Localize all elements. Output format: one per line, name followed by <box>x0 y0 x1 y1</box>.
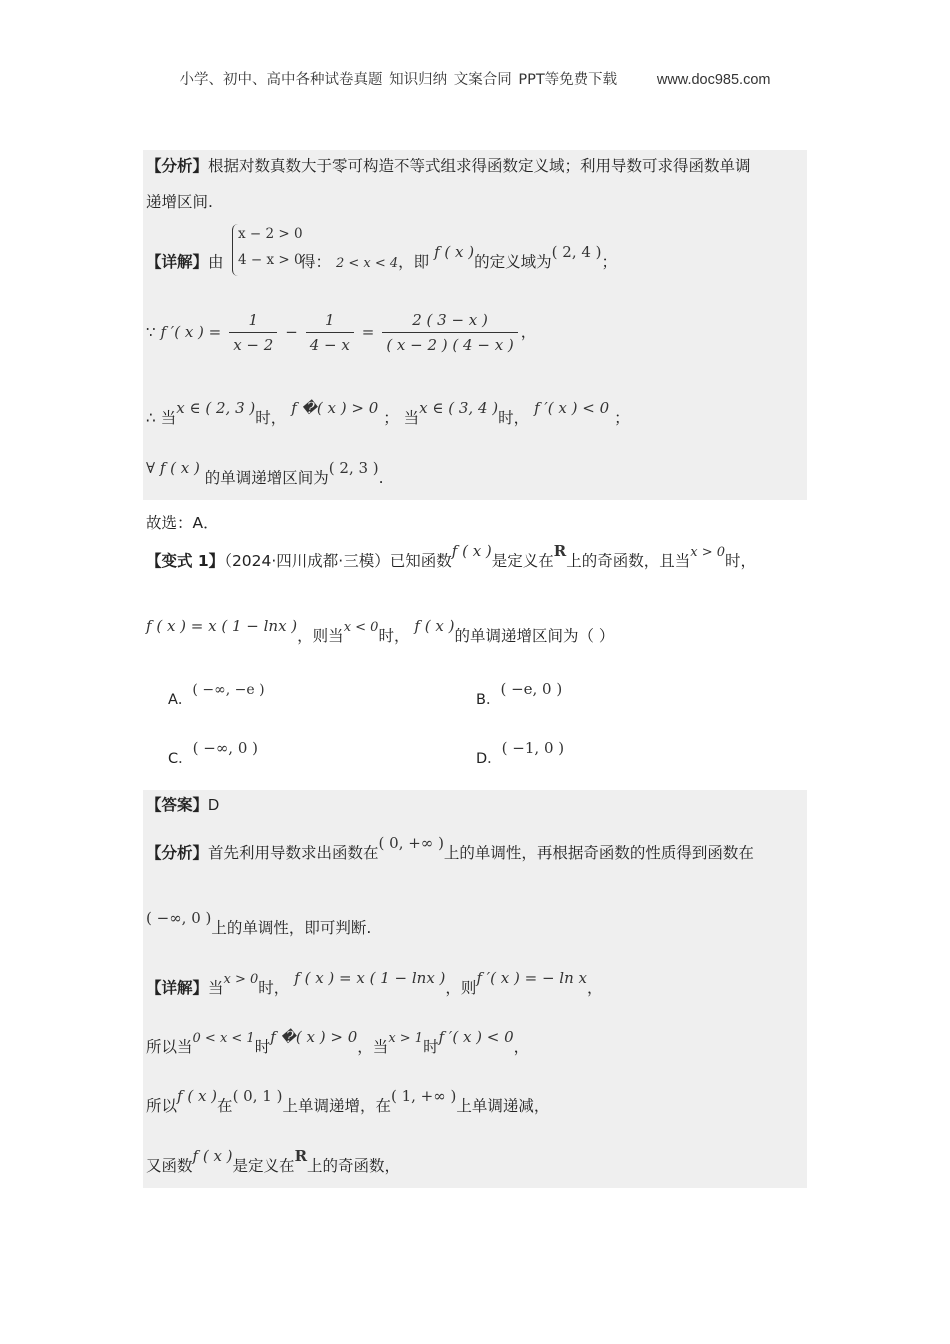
fraction-1 <box>229 310 277 355</box>
math-interval: ( 2, 3 ) <box>328 459 379 477</box>
math-R: R <box>553 542 567 560</box>
option-a[interactable] <box>168 682 265 709</box>
variant-text: 时， <box>378 627 410 645</box>
detail2-line-1 <box>146 969 603 1000</box>
detail-text: 所以当 <box>146 1038 193 1056</box>
answer-line-2 <box>146 795 219 816</box>
math-interval: x ∈ ( 3, 4 ) <box>419 399 499 417</box>
variant-text: ，则当 <box>297 627 344 645</box>
math-fx: f ( x ) <box>434 243 475 261</box>
frac-num: 1 <box>306 310 354 333</box>
answer-tag: 【答案】 <box>146 796 209 814</box>
analysis-line-1 <box>146 156 751 176</box>
detail-text: 当 <box>208 979 224 997</box>
detail-text: 的定义域为 <box>474 253 552 271</box>
detail2-line-2 <box>146 1028 530 1059</box>
math-condition: x > 0 <box>223 972 259 987</box>
punct: ， <box>513 1038 530 1056</box>
detail-tag: 【详解】 <box>146 253 209 271</box>
math-interval: ( 2, 4 ) <box>551 243 602 261</box>
detail-text: 的单调递增区间为 <box>204 469 329 487</box>
math-interval: x ∈ ( 2, 3 ) <box>176 399 256 417</box>
math-condition: x > 1 <box>388 1031 424 1046</box>
math-inequality: 2 < x < 4 <box>335 256 399 271</box>
option-label: B． <box>476 692 501 708</box>
frac-num: 2 ( 3 − x ) <box>382 310 517 333</box>
system-line-2: 4 − x > 0 <box>238 252 303 268</box>
analysis2-line-2 <box>146 909 372 938</box>
math-minus: − <box>285 323 298 341</box>
analysis2-line-1 <box>146 834 754 863</box>
option-value: ( −∞, 0 ) <box>192 739 259 757</box>
detail-text: 得： <box>300 253 332 271</box>
variant-text: 是定义在 <box>491 552 554 570</box>
detail-text: ，即 <box>398 253 430 271</box>
frac-den: x − 2 <box>233 336 274 354</box>
punct: ， <box>587 979 603 997</box>
variant-line-2 <box>146 617 615 648</box>
detail-text: 又函数 <box>146 1157 193 1175</box>
math-interval: ( 0, +∞ ) <box>378 834 444 852</box>
analysis-line-2 <box>146 192 213 212</box>
analysis-text-cont: 递增区间. <box>146 193 213 211</box>
math-R: R <box>294 1147 308 1165</box>
header-title: 小学、初中、高中各种试卷真题 知识归纳 文案合同 PPT等免费下载 <box>179 72 618 88</box>
math-formula: f ( x ) = x ( 1 − lnx ) <box>294 969 446 987</box>
detail-line-1b <box>300 243 618 274</box>
fraction-3 <box>382 310 517 355</box>
analysis-text: 上的单调性，再根据奇函数的性质得到函数在 <box>443 844 754 862</box>
math-fx: f ( x ) <box>177 1087 218 1105</box>
detail-tag: 【详解】 <box>146 979 209 997</box>
detail-text: ，当 <box>357 1038 389 1056</box>
detail-text: 时 <box>423 1038 439 1056</box>
math-fx: f ( x ) <box>192 1147 233 1165</box>
option-label: D． <box>476 751 502 767</box>
answer-value: D <box>208 797 220 814</box>
math-fprime: f ′( x ) = <box>160 323 222 341</box>
math-fx: f ( x ) <box>451 542 492 560</box>
math-fprime-negative: f ′( x ) < 0 <box>438 1028 514 1046</box>
system-line-1: x − 2 > 0 <box>238 226 303 242</box>
math-interval: ( −∞, 0 ) <box>146 909 212 927</box>
punct: ， <box>520 323 537 341</box>
page-header <box>0 68 950 89</box>
punct: ； <box>614 409 630 427</box>
math-condition: x < 0 <box>343 620 379 635</box>
analysis-text: 首先利用导数求出函数在 <box>208 844 379 862</box>
option-value: ( −e, 0 ) <box>500 680 563 698</box>
detail-line-1 <box>146 252 224 272</box>
detail-text: 上单调递减， <box>456 1097 550 1115</box>
option-value: ( −∞, −e ) <box>192 682 265 698</box>
conclusion-line <box>146 459 384 488</box>
detail2-line-3 <box>146 1087 550 1116</box>
because-symbol: ∵ <box>146 323 156 341</box>
option-b[interactable] <box>476 680 563 709</box>
math-fprime-negative: f ′( x ) < 0 <box>534 399 610 417</box>
fraction-2 <box>306 310 354 355</box>
math-condition: 0 < x < 1 <box>192 1031 255 1046</box>
frac-den: ( x − 2 ) ( 4 − x ) <box>386 336 514 354</box>
option-label: A． <box>168 692 193 708</box>
option-d[interactable] <box>476 739 565 768</box>
frac-num: 1 <box>229 310 277 333</box>
math-fprime-positive: f �( x ) > 0 <box>291 399 379 417</box>
variant-tag: 【变式 1】 <box>146 552 225 570</box>
math-condition: x > 0 <box>690 545 726 560</box>
analysis-text: 上的单调性，即可判断. <box>211 919 372 937</box>
math-interval: ( 1, +∞ ) <box>390 1087 457 1105</box>
math-derivative: f ′( x ) = − ln x <box>476 969 587 987</box>
analysis-tag: 【分析】 <box>146 157 209 175</box>
detail-text: 上的奇函数， <box>307 1157 401 1175</box>
math-fx: f ( x ) <box>414 617 455 635</box>
punct: ； <box>601 253 618 271</box>
math-forall-fx: ∀ f ( x ) <box>146 459 200 477</box>
detail-text: ，则 <box>445 979 477 997</box>
math-interval: ( 0, 1 ) <box>232 1087 283 1105</box>
detail-text: 时， <box>258 979 290 997</box>
detail-text: 时， <box>255 409 287 427</box>
math-formula: f ( x ) = x ( 1 − lnx ) <box>146 617 298 635</box>
detail2-line-4 <box>146 1147 401 1176</box>
derivative-line <box>146 310 536 355</box>
variant-text: 上的奇函数，且当 <box>566 552 691 570</box>
detail-text: 所以 <box>146 1097 178 1115</box>
therefore-text: ∴ 当 <box>146 409 177 427</box>
math-equals: = <box>361 323 375 341</box>
detail-text: 时， <box>498 409 530 427</box>
math-fprime-positive: f �( x ) > 0 <box>270 1028 358 1046</box>
analysis-tag: 【分析】 <box>146 844 209 862</box>
variant-line-1 <box>146 542 757 573</box>
detail-text: ； 当 <box>383 409 420 427</box>
detail-text: 由 <box>208 253 224 271</box>
detail-text: 时 <box>254 1038 271 1056</box>
variant-text: 的单调递增区间为（ ） <box>454 627 615 645</box>
header-site: www.doc985.com <box>656 72 771 88</box>
detail-text: 上单调递增，在 <box>282 1097 391 1115</box>
option-label: C． <box>168 751 193 767</box>
option-value: ( −1, 0 ) <box>501 739 565 757</box>
answer-line-1: 故选：A． <box>146 514 219 532</box>
analysis-text: 根据对数真数大于零可构造不等式组求得函数定义域；利用导数可求得函数单调 <box>208 157 751 175</box>
option-c[interactable] <box>168 739 259 768</box>
detail-text: 在 <box>217 1097 233 1115</box>
variant-text: （2024·四川成都·三模）已知函数 <box>224 552 452 570</box>
therefore-line <box>146 399 630 428</box>
variant-text: 时， <box>725 552 757 570</box>
detail-text: 是定义在 <box>232 1157 295 1175</box>
frac-den: 4 − x <box>309 336 350 354</box>
punct: . <box>378 469 384 487</box>
